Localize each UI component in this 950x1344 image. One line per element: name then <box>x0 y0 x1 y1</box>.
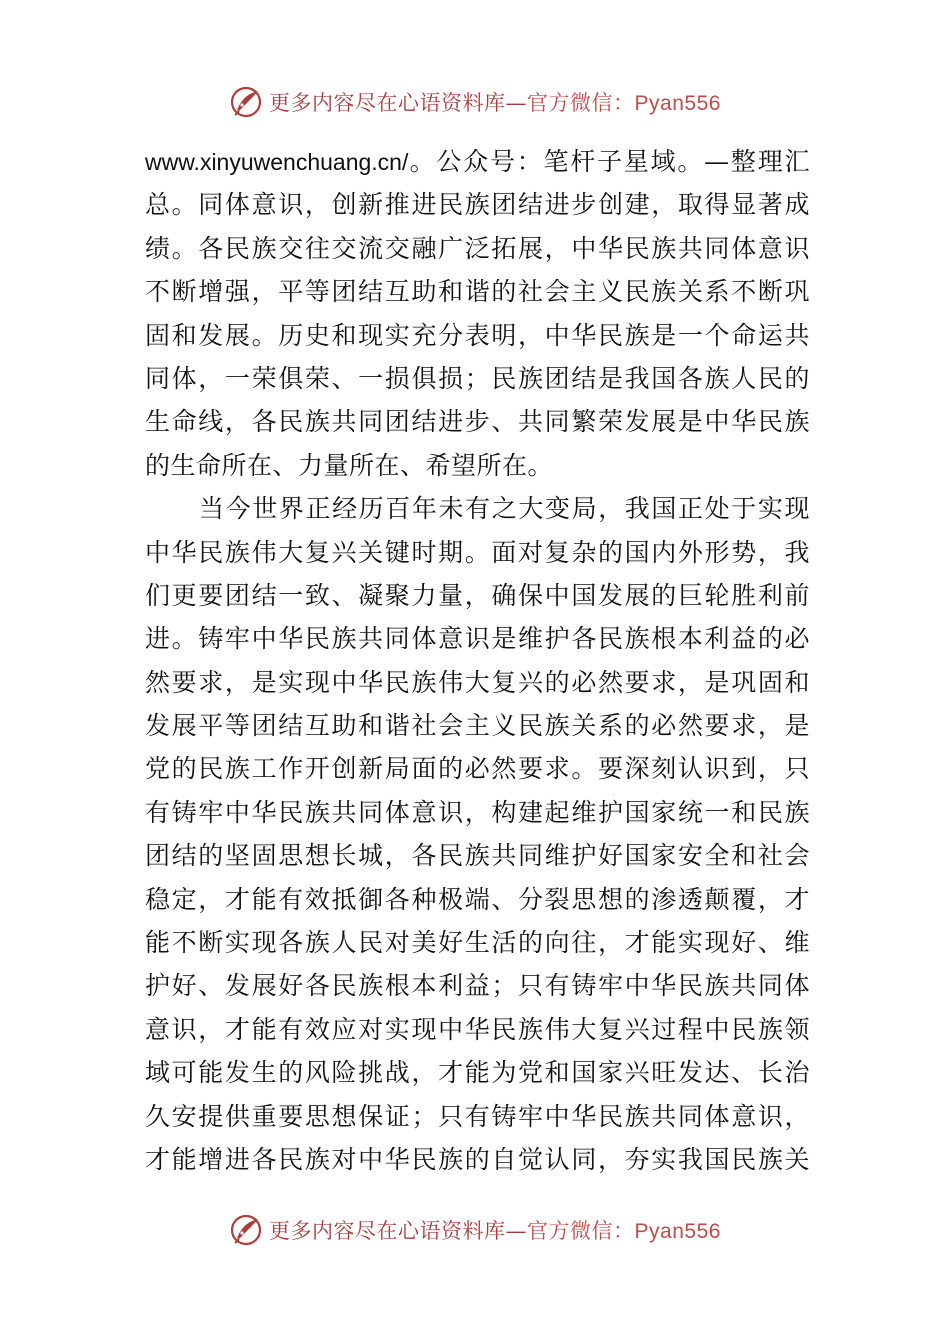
footer-banner <box>0 1210 950 1250</box>
footer-wechat-id: Pyan556 <box>634 1220 721 1243</box>
first-line-rest: 。公众号：笔杆子星域。—整理汇 <box>408 147 810 176</box>
header-contact-label: 官方微信： <box>527 91 635 115</box>
body-line: 绩。各民族交往交流交融广泛拓展，中华民族共同体意识 <box>145 233 810 263</box>
body-line: 意识，才能有效应对实现中华民族伟大复兴过程中民族领 <box>145 1014 810 1044</box>
header-dash: — <box>505 91 528 115</box>
body-line: 不断增强，平等团结互助和谐的社会主义民族关系不断巩 <box>145 277 810 307</box>
pen-logo-icon <box>229 85 263 119</box>
body-line: 总。同体意识，创新推进民族团结进步创建，取得显著成 <box>145 190 810 220</box>
body-line: 发展平等团结互助和谐社会主义民族关系的必然要求，是 <box>145 711 810 741</box>
body-line: 能不断实现各族人民对美好生活的向往，才能实现好、维 <box>145 928 810 958</box>
header-banner-text <box>269 87 721 117</box>
body-line: 进。铸牢中华民族共同体意识是维护各民族根本利益的必 <box>145 624 810 654</box>
footer-dash: — <box>505 1219 528 1243</box>
body-line: 团结的坚固思想长城，各民族共同维护好国家安全和社会 <box>145 841 810 871</box>
pen-logo-icon <box>229 1213 263 1247</box>
header-banner <box>0 82 950 122</box>
footer-contact-label: 官方微信： <box>527 1219 635 1243</box>
body-line: 们更要团结一致、凝聚力量，确保中国发展的巨轮胜利前 <box>145 580 810 610</box>
body-line: 护好、发展好各民族根本利益；只有铸牢中华民族共同体 <box>145 971 810 1001</box>
body-line: 生命线，各民族共同团结进步、共同繁荣发展是中华民族 <box>145 407 810 437</box>
paragraph-start-line: 当今世界正经历百年未有之大变局，我国正处于实现 <box>199 494 810 524</box>
body-line: 然要求，是实现中华民族伟大复兴的必然要求，是巩固和 <box>145 667 810 697</box>
footer-banner-text <box>269 1215 721 1245</box>
header-wechat-id: Pyan556 <box>634 92 721 115</box>
body-line: 固和发展。历史和现实充分表明，中华民族是一个命运共 <box>145 320 810 350</box>
body-line: 久安提供重要思想保证；只有铸牢中华民族共同体意识， <box>145 1101 810 1131</box>
body-line: 才能增进各民族对中华民族的自觉认同，夯实我国民族关 <box>145 1144 810 1174</box>
paragraph-end-line: 的生命所在、力量所在、希望所在。 <box>145 450 554 480</box>
body-line: 稳定，才能有效抵御各种极端、分裂思想的渗透颠覆，才 <box>145 884 810 914</box>
body-line: 同体，一荣俱荣、一损俱损；民族团结是我国各族人民的 <box>145 363 810 393</box>
body-line: 域可能发生的风险挑战，才能为党和国家兴旺发达、长治 <box>145 1058 810 1088</box>
header-brand: 更多内容尽在心语资料库 <box>269 91 506 115</box>
website-url: www.xinyuwenchuang.cn/ <box>145 149 409 175</box>
document-body <box>145 140 810 1181</box>
body-line: 有铸牢中华民族共同体意识，构建起维护国家统一和民族 <box>145 797 810 827</box>
body-line: 中华民族伟大复兴关键时期。面对复杂的国内外形势，我 <box>145 537 810 567</box>
footer-brand: 更多内容尽在心语资料库 <box>269 1219 506 1243</box>
body-line <box>145 140 810 183</box>
body-line: 党的民族工作开创新局面的必然要求。要深刻认识到，只 <box>145 754 810 784</box>
